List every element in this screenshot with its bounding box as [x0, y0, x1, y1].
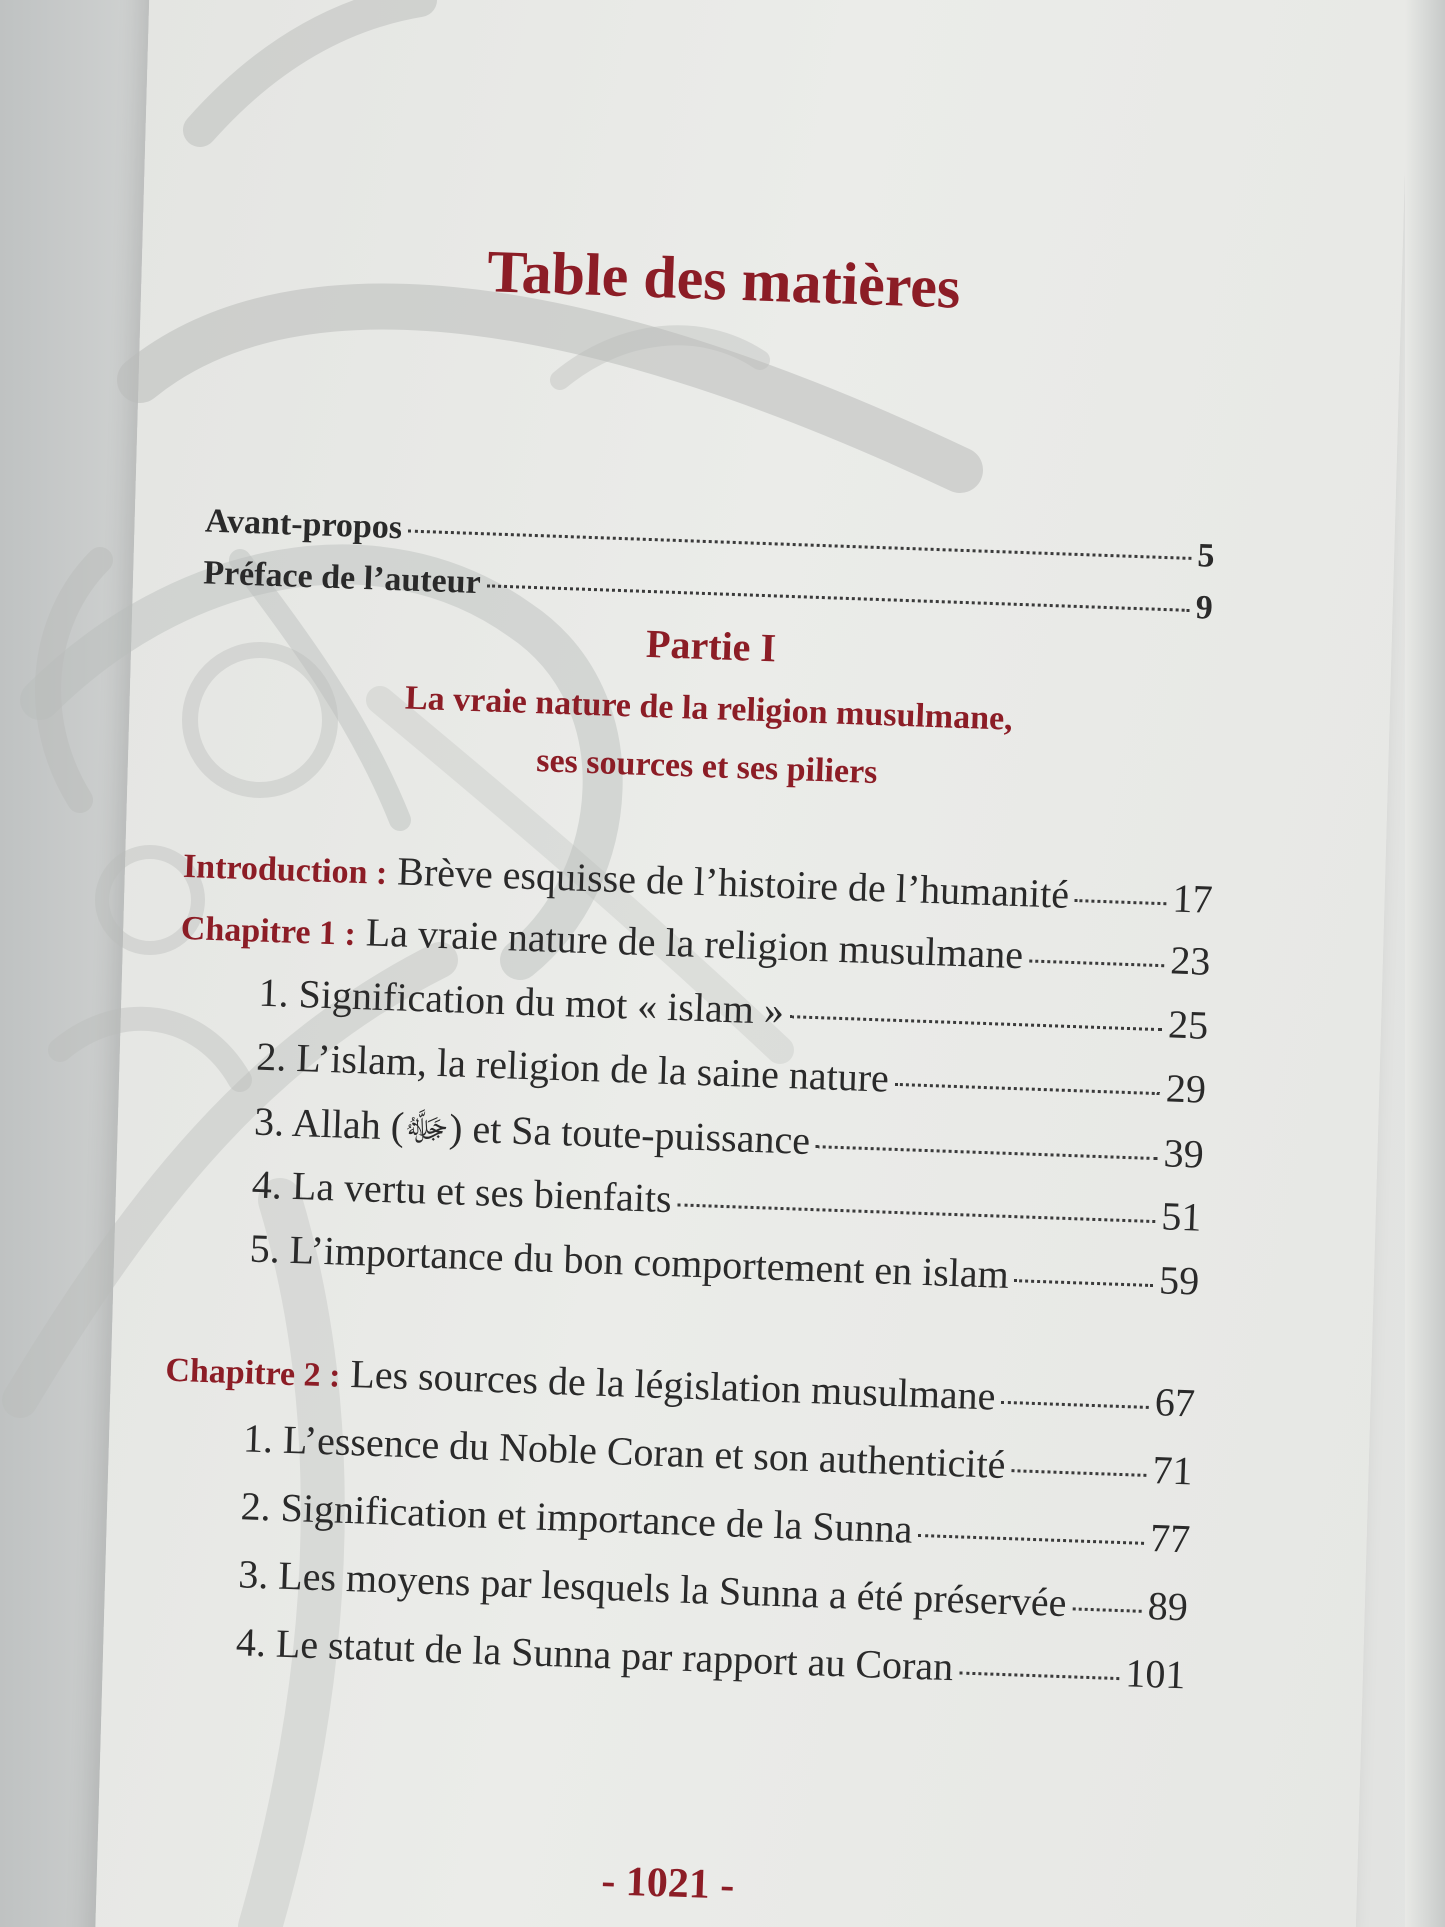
- toc-entry-label: 2. Signification et importance de la Sunna: [240, 1483, 914, 1552]
- dot-leader: [1015, 1279, 1154, 1287]
- dot-leader: [677, 1203, 1155, 1223]
- toc-entry-page: 67: [1154, 1379, 1196, 1426]
- toc-content: [117, 0, 1284, 1927]
- toc-entry-page: 59: [1158, 1257, 1201, 1304]
- toc-entry-page: 77: [1149, 1515, 1192, 1562]
- toc-section-2-3: [238, 1550, 1189, 1630]
- toc-entry-page: 89: [1147, 1583, 1189, 1630]
- toc-entry-page: 39: [1162, 1130, 1205, 1177]
- toc-section-2-4: [235, 1618, 1186, 1698]
- dot-leader: [1001, 1401, 1149, 1409]
- dot-leader: [918, 1534, 1144, 1545]
- dot-leader: [1011, 1469, 1146, 1477]
- dot-leader: [1075, 899, 1167, 905]
- toc-entry-label: 1. L’essence du Noble Coran et son authenticité: [242, 1415, 1007, 1487]
- part-subtitle-line1: La vraie nature de la religion musulmane,: [404, 679, 1014, 738]
- toc-entry-label: Brève esquisse de l’histoire de l’humanité: [396, 848, 1070, 917]
- page-title: Table des matières: [486, 238, 962, 321]
- toc-entry-label: 4. La vertu et ses bienfaits: [251, 1161, 673, 1222]
- toc-entry-label: 5. L’importance du bon comportement en islam: [249, 1225, 1010, 1297]
- toc-section-2-2: [240, 1482, 1191, 1562]
- toc-entry-chapter-2: [165, 1344, 1196, 1427]
- toc-section-2-1: [242, 1414, 1193, 1494]
- dot-leader: [816, 1145, 1158, 1160]
- toc-entry-page: 101: [1124, 1650, 1187, 1698]
- toc-entry-prefix: Chapitre 1 :: [180, 909, 357, 953]
- dot-leader: [959, 1671, 1119, 1680]
- toc-entry-page: 51: [1160, 1193, 1203, 1240]
- toc-entry-page: 71: [1151, 1447, 1194, 1494]
- dot-leader: [895, 1083, 1160, 1095]
- dot-leader: [1029, 959, 1164, 967]
- toc-section-1-5: [249, 1224, 1200, 1304]
- page-number: - 1021 -: [600, 1858, 736, 1909]
- toc-entry-label: 3. Allah (ﷻ) et Sa toute-puissance: [253, 1098, 811, 1163]
- toc-entry-prefix: Introduction :: [182, 847, 388, 893]
- dot-leader: [408, 530, 1192, 560]
- toc-entry-prefix: Chapitre 2 :: [164, 1351, 342, 1395]
- toc-entry-page: 5: [1196, 537, 1216, 575]
- toc-entry-label: Les sources de la législation musulmane: [349, 1351, 997, 1419]
- part-subtitle-line2: ses sources et ses piliers: [535, 742, 879, 792]
- toc-entry-label: 3. Les moyens par lesquels la Sunna a été préservée: [237, 1551, 1068, 1626]
- toc-entry-label: 1. Signification du mot « islam »: [257, 969, 785, 1033]
- dot-leader: [1072, 1607, 1141, 1612]
- part-heading: Partie I: [645, 620, 777, 671]
- toc-entry-label: 4. Le statut de la Sunna par rapport au Coran: [235, 1619, 954, 1690]
- dot-leader: [487, 584, 1190, 612]
- dot-leader: [790, 1015, 1162, 1031]
- toc-entry-page: 29: [1165, 1065, 1207, 1112]
- page-stack-edge: [1405, 0, 1445, 1927]
- toc-entry-label: Avant-propos: [204, 502, 403, 547]
- toc-entry-page: 17: [1171, 875, 1214, 922]
- toc-entry-page: 25: [1167, 1001, 1209, 1048]
- toc-entry-page: 9: [1195, 589, 1214, 627]
- toc-entry-page: 23: [1169, 937, 1212, 984]
- toc-entry-label: 2. L’islam, la religion de la saine nature: [255, 1033, 890, 1101]
- toc-entry-label: Préface de l’auteur: [202, 554, 482, 602]
- toc-entry-label: La vraie nature de la religion musulmane: [365, 909, 1024, 978]
